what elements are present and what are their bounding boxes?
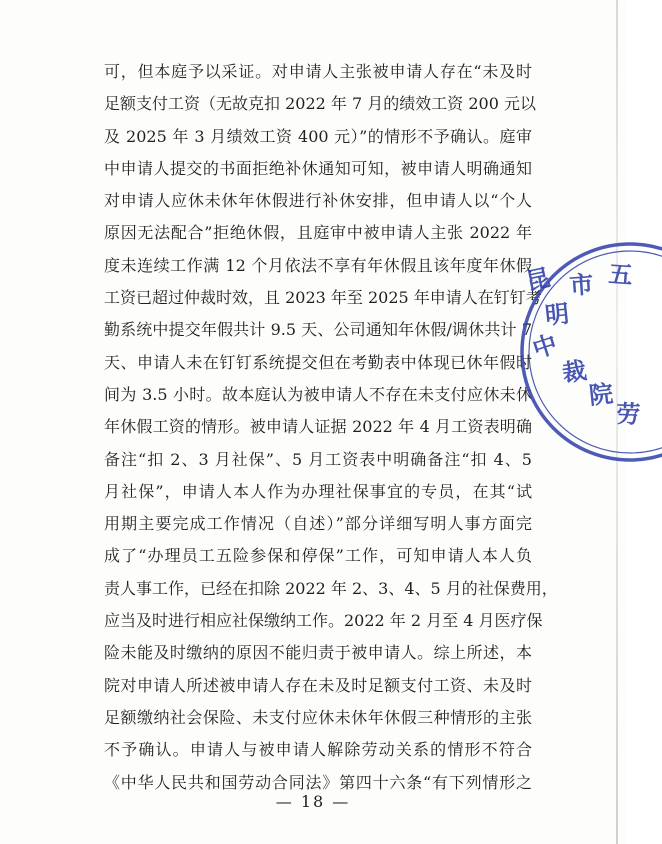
text-line: 勤系统中提交年假共计 9.5 天、公司通知年休假/调休共计 7: [104, 320, 532, 340]
text-line: 足额缴纳社会保险、未支付应休未休年休假三种情形的主张: [104, 707, 532, 727]
text-line: 用期主要完成工作情况（自述）”部分详细写明人事方面完: [104, 514, 532, 534]
text-line: 应当及时进行相应社保缴纳工作。2022 年 2 月至 4 月医疗保: [104, 611, 543, 631]
text-line: 年休假工资的情形。被申请人证据 2022 年 4 月工资表明确: [104, 417, 532, 437]
text-line: 可，但本庭予以采证。对申请人主张被申请人存在“未及时: [104, 62, 532, 81]
svg-text:市: 市: [568, 270, 595, 300]
page-number: — 18 —: [275, 792, 351, 811]
text-line: 天、申请人未在钉钉系统提交但在考勤表中体现已休年假时: [104, 352, 532, 372]
text-line: 工资已超过仲裁时效，且 2023 年至 2025 年申请人在钉钉考: [104, 288, 542, 308]
svg-text:五: 五: [607, 260, 634, 290]
text-line: 足额支付工资（无故克扣 2022 年 7 月的绩效工资 200 元以: [104, 94, 536, 114]
text-line: 度未连续工作满 12 个月依法不享有年休假且该年度年休假: [104, 255, 532, 275]
svg-text:昆: 昆: [523, 263, 553, 296]
text-line: 成了“办理员工五险参保和停保”工作，可知申请人本人负: [104, 546, 532, 566]
official-seal: [512, 232, 662, 472]
text-line: 对申请人应休未休年休假进行补休安排，但申请人以“个人: [104, 191, 532, 211]
text-line: 原因无法配合”拒绝休假，且庭审中被申请人主张 2022 年: [104, 223, 532, 243]
body-text: [104, 56, 558, 799]
svg-text:院: 院: [587, 379, 615, 410]
svg-text:中: 中: [529, 329, 561, 364]
page-edge: [616, 0, 618, 844]
text-line: 及 2025 年 3 月绩效工资 400 元）”的情形不予确认。庭审: [104, 126, 532, 146]
text-line: 不予确认。申请人与被申请人解除劳动关系的情形不符合: [104, 740, 532, 760]
svg-text:裁: 裁: [560, 356, 589, 388]
text-line: 《中华人民共和国劳动合同法》第四十六条“有下列情形之: [104, 772, 532, 792]
text-line: 中申请人提交的书面拒绝补休通知可知，被申请人明确通知: [104, 158, 532, 178]
svg-text:明: 明: [543, 299, 571, 330]
text-line: 月社保”，申请人本人作为办理社保事宜的专员，在其“试: [104, 481, 532, 501]
svg-text:劳: 劳: [615, 400, 641, 429]
text-line: 院对申请人所述被申请人存在未及时足额支付工资、未及时: [104, 675, 532, 695]
text-line: 险未能及时缴纳的原因不能归责于被申请人。综上所述，本: [104, 643, 532, 663]
text-line: 责人事工作，已经在扣除 2022 年 2、3、4、5 月的社保费用，: [104, 578, 558, 598]
text-line: 间为 3.5 小时。故本庭认为被申请人不存在未支付应休未休: [104, 384, 532, 404]
text-line: 备注“扣 2、3 月社保”、5 月工资表中明确备注“扣 4、5: [104, 449, 532, 469]
